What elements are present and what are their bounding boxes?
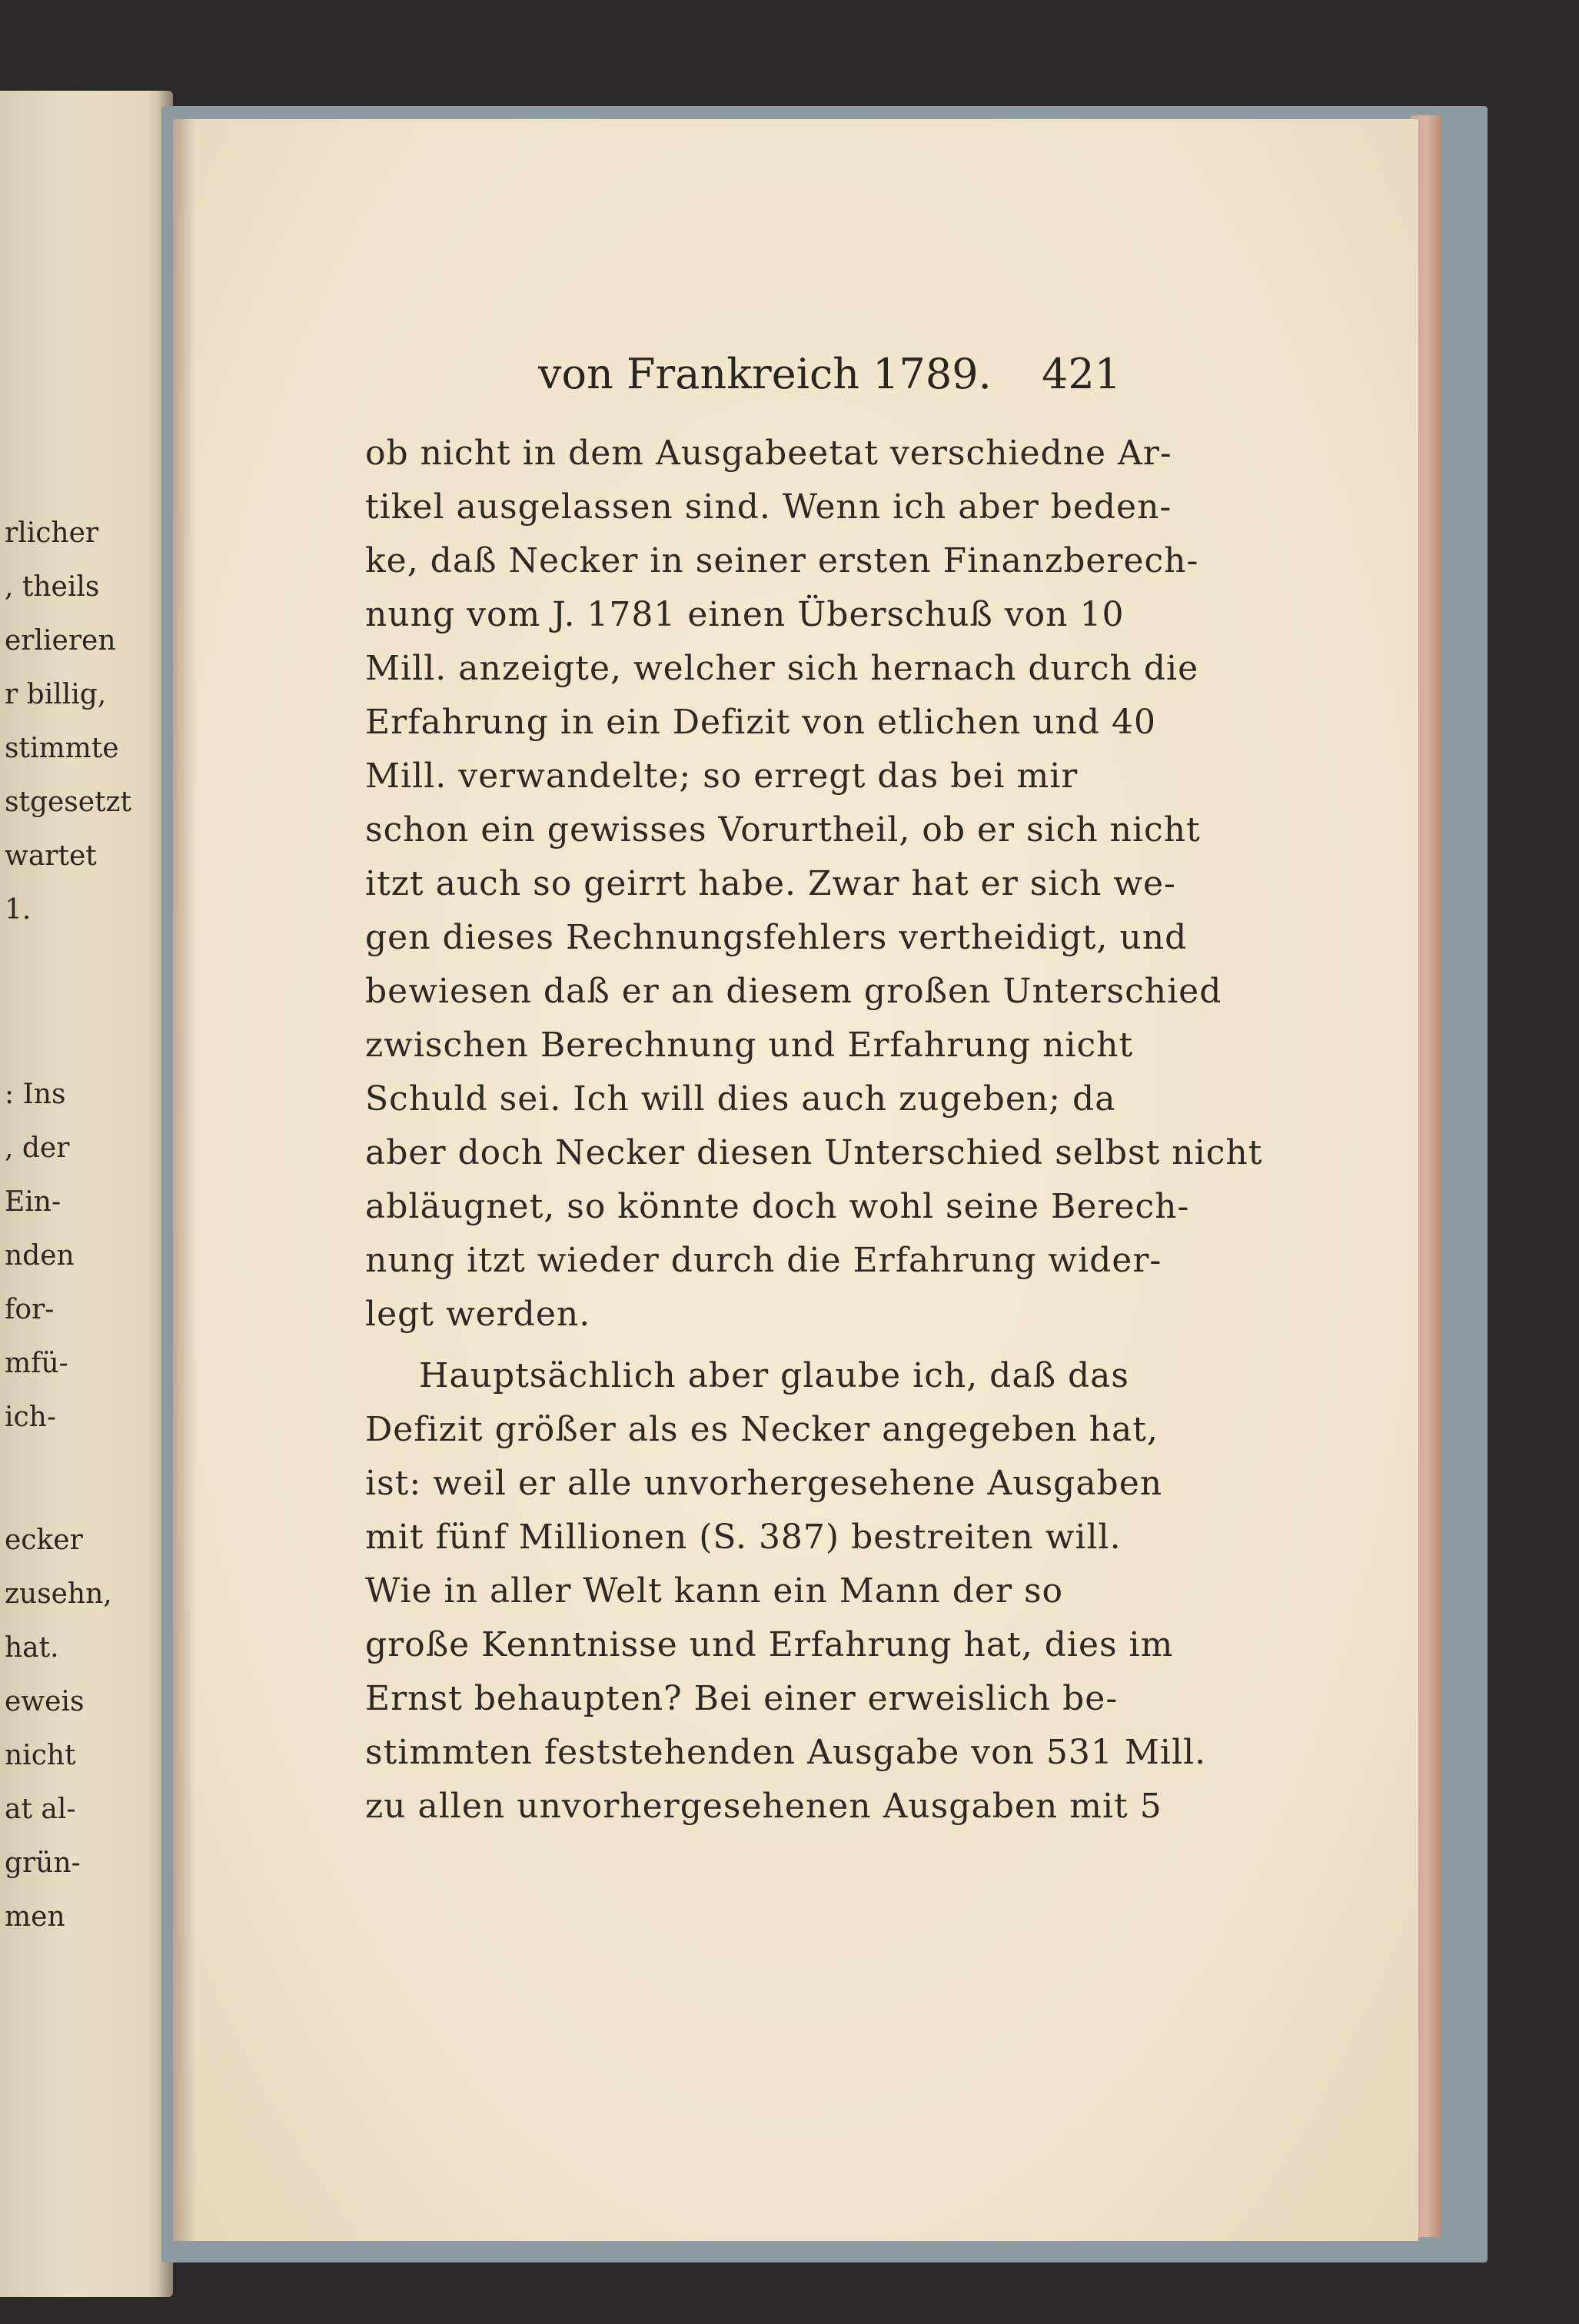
text-line: gen dieses Rechnungsfehlers vertheidigt, und	[365, 918, 1188, 957]
fragment-line: : Ins	[5, 1079, 66, 1110]
text-line: große Kenntnisse und Erfahrung hat, dies im	[365, 1625, 1174, 1664]
text-line: aber doch Necker diesen Unterschied selbst nicht	[365, 1133, 1263, 1172]
fragment-line: r billig,	[5, 679, 107, 710]
page-gutter-shadow	[173, 119, 196, 2241]
fragment-line: wartet	[5, 840, 97, 872]
page-number: 421	[1042, 350, 1122, 398]
fragment-line: ecker	[5, 1524, 83, 1556]
text-line: schon ein gewisses Vorurtheil, ob er sich nicht	[365, 810, 1201, 849]
fragment-line: , der	[5, 1132, 70, 1164]
fragment-line: hat.	[5, 1632, 59, 1664]
fragment-line: erlieren	[5, 625, 116, 657]
fragment-line: zusehn,	[5, 1578, 112, 1610]
fragment-line: at al-	[5, 1794, 76, 1825]
text-line: mit fünf Millionen (S. 387) bestreiten will.	[365, 1518, 1122, 1557]
fragment-line: nicht	[5, 1740, 76, 1771]
text-line: Schuld sei. Ich will dies auch zugeben; da	[365, 1079, 1116, 1119]
text-line: ist: weil er alle unvorhergesehene Ausgaben	[365, 1464, 1163, 1503]
text-line: Mill. verwandelte; so erregt das bei mir	[365, 756, 1079, 796]
text-line: Ernst behaupten? Bei einer erweislich be-	[365, 1679, 1119, 1718]
text-line: nung itzt wieder durch die Erfahrung wider-	[365, 1241, 1162, 1280]
fragment-line: , theils	[5, 571, 100, 603]
text-line: bewiesen daß er an diesem großen Unterschied	[365, 972, 1222, 1011]
fragment-line: Ein-	[5, 1186, 61, 1218]
text-line: Wie in aller Welt kann ein Mann der so	[365, 1571, 1064, 1611]
text-line: legt werden.	[365, 1295, 591, 1334]
fragment-line: 1.	[5, 894, 32, 926]
text-line: itzt auch so geirrt habe. Zwar hat er sich we-	[365, 864, 1176, 903]
fragment-line: grün-	[5, 1847, 81, 1879]
text-line: Erfahrung in ein Defizit von etlichen und 40	[365, 703, 1156, 742]
fragment-line: men	[5, 1901, 65, 1933]
text-line: nung vom J. 1781 einen Überschuß von 10	[365, 595, 1125, 634]
fragment-line: stgesetzt	[5, 786, 131, 818]
text-line: Mill. anzeigte, welcher sich hernach durch die	[365, 649, 1199, 688]
text-line: Defizit größer als es Necker angegeben hat,	[365, 1410, 1158, 1449]
text-line: tikel ausgelassen sind. Wenn ich aber beden-	[365, 487, 1172, 527]
fragment-line: for-	[5, 1294, 55, 1325]
text-line: abläugnet, so könnte doch wohl seine Berech-	[365, 1187, 1190, 1226]
previous-page-edge	[0, 91, 173, 2297]
text-line: stimmten feststehenden Ausgabe von 531 Mill.	[365, 1733, 1207, 1772]
text-line: zu allen unvorhergesehenen Ausgaben mit 5	[365, 1787, 1162, 1826]
fragment-line: mfü-	[5, 1348, 68, 1379]
running-header: von Frankreich 1789.	[538, 350, 992, 398]
text-line: ob nicht in dem Ausgabeetat verschiedne Ar-	[365, 434, 1172, 473]
fragment-line: stimmte	[5, 733, 119, 764]
fragment-line: nden	[5, 1240, 75, 1272]
paragraph-start-line: Hauptsächlich aber glaube ich, daß das	[419, 1356, 1129, 1395]
fragment-line: eweis	[5, 1686, 85, 1717]
text-line: ke, daß Necker in seiner ersten Finanzberech-	[365, 541, 1199, 580]
text-line: zwischen Berechnung und Erfahrung nicht	[365, 1026, 1134, 1065]
fragment-line: rlicher	[5, 517, 99, 549]
fragment-line: ich-	[5, 1401, 57, 1433]
